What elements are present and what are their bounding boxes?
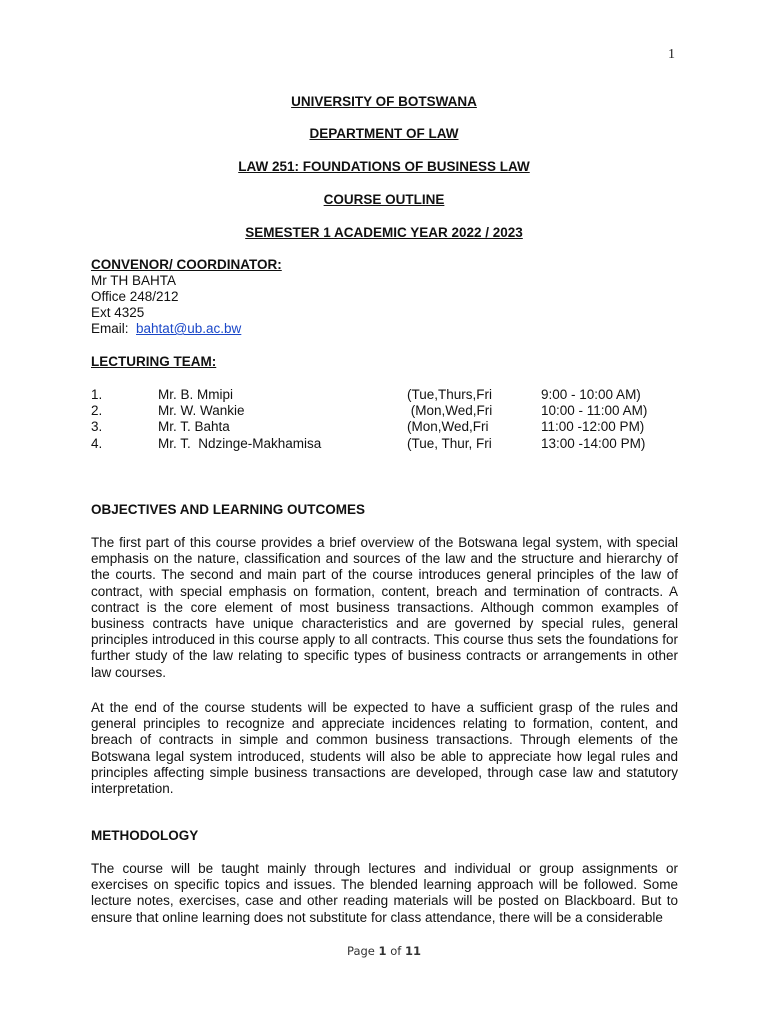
lecturing-team-label: LECTURING TEAM: [91, 354, 217, 369]
team-row-time: 10:00 - 11:00 AM) [541, 403, 648, 418]
email-label: Email: [91, 321, 129, 336]
methodology-title: METHODOLOGY [91, 828, 199, 843]
team-row-time: 11:00 -12:00 PM) [541, 419, 645, 434]
team-row-name: Mr. T. Ndzinge-Makhamisa [158, 436, 322, 451]
team-row-days: (Mon,Wed,Fri [407, 403, 493, 418]
team-row [91, 403, 691, 419]
team-row-number: 1. [91, 387, 103, 402]
team-row [91, 419, 691, 435]
footer-current-page: 1 [378, 944, 387, 958]
page-footer [0, 944, 768, 958]
convenor-office: Office 248/212 [91, 289, 179, 304]
footer-page-word: Page [347, 944, 375, 958]
convenor-ext: Ext 4325 [91, 305, 145, 320]
team-row-time: 9:00 - 10:00 AM) [541, 387, 641, 402]
team-row-name: Mr. T. Bahta [158, 419, 230, 434]
semester-heading: SEMESTER 1 ACADEMIC YEAR 2022 / 2023 [245, 225, 523, 240]
convenor-label: CONVENOR/ COORDINATOR: [91, 257, 282, 272]
university-heading: UNIVERSITY OF BOTSWANA [291, 94, 477, 109]
email-link[interactable]: bahtat@ub.ac.bw [136, 321, 242, 336]
methodology-paragraph-1: The course will be taught mainly through lectures and individual or group assignments or exercises on specific topics and issues. The blended learning approach will be followed. Some lecture notes, exercises, case and other reading materials will be posted on Blackboard. But to ensure that online learning does not substitute for class attendance, there will be a considerable [91, 861, 678, 925]
team-row-time: 13:00 -14:00 PM) [541, 436, 646, 451]
team-row-name: Mr. B. Mmipi [158, 387, 234, 402]
convenor-email-line [91, 321, 282, 337]
team-row-name: Mr. W. Wankie [158, 403, 245, 418]
outline-heading: COURSE OUTLINE [323, 192, 445, 207]
team-row-days: (Tue, Thur, Fri [407, 436, 492, 451]
team-row-days: (Mon,Wed,Fri [407, 419, 489, 434]
department-heading: DEPARTMENT OF LAW [309, 126, 459, 141]
objectives-paragraph-2: At the end of the course students will be expected to have a sufficient grasp of the rules and general principles to recognize and appreciate incidences relating to formation, content, and breach of contracts in simple and common business transactions. Through elements of the Botswana legal system introduced, students will also be able to appreciate how legal rules and principles affecting simple business transactions are developed, through case law and statutory interpretation. [91, 700, 678, 797]
footer-of-word: of [390, 944, 402, 958]
objectives-title: OBJECTIVES AND LEARNING OUTCOMES [91, 502, 366, 517]
convenor-section [91, 257, 282, 337]
convenor-name: Mr TH BAHTA [91, 273, 177, 288]
team-row-days: (Tue,Thurs,Fri [407, 387, 493, 402]
team-row-number: 2. [91, 403, 103, 418]
team-row [91, 436, 691, 452]
footer-total-pages: 11 [404, 944, 421, 958]
team-row-number: 4. [91, 436, 103, 451]
objectives-paragraph-1: The first part of this course provides a brief overview of the Botswana legal system, with special emphasis on the nature, classification and sources of the law and the structure and hierarchy of the courts. The second and main part of the course introduces general principles of the law of contract, with special emphasis on formation, content, breach and termination of contracts. A contract is the core element of most business transactions. Although common examples of business contracts have unique characteristics and are governed by special rules, general principles introduced in this course apply to all contracts. This course thus sets the foundations for further study of the law relating to specific types of business contracts or arrangements in other law courses. [91, 535, 678, 680]
top-page-number: 1 [668, 47, 675, 62]
team-row [91, 387, 691, 403]
course-heading: LAW 251: FOUNDATIONS OF BUSINESS LAW [238, 159, 530, 174]
team-row-number: 3. [91, 419, 103, 434]
